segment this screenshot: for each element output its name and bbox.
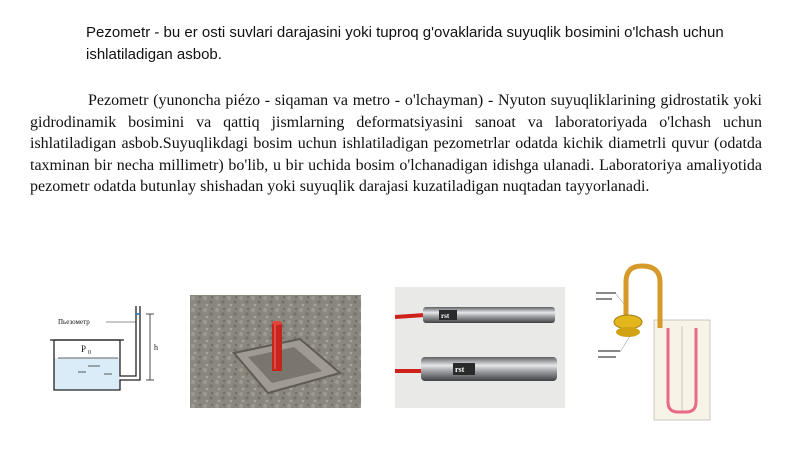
pressure-label: P — [81, 344, 87, 354]
height-label: h — [154, 343, 158, 352]
tube-label: Пьезометр — [58, 318, 90, 326]
sensor-brand-2: rst — [455, 365, 465, 374]
sensor-probe-2 — [421, 357, 557, 381]
red-standpipe — [272, 323, 282, 371]
sensor-brand-1: rst — [441, 312, 450, 320]
piezometer-diagram — [48, 300, 176, 400]
definition-paragraph: Pezometr - bu er osti suvlari darajasini yoki tuproq g'ovaklarida suyuqlik bosimini o'lchash uchun ishlatiladigan asbob. — [86, 24, 724, 63]
pressure-subscript: 0 — [88, 350, 91, 356]
pressure-sensors-photo — [395, 287, 565, 408]
u-tube-manometer — [590, 262, 730, 422]
field-piezometer-photo — [190, 295, 361, 408]
description-paragraph: Pezometr (yunoncha piézo - siqaman va metro - o'lchayman) - Nyuton suyuqliklarining gidrostatik yoki gidrodinamik bosimini va qattiq jismlarning deformatsiyasini sanoat va laboratoriyada o'lchash uchun ishlatiladigan asbob.Suyuqlikdagi bosim uchun ishlatiladigan pezometrlar odatda kichik diametrli quvur (odatda taxminan bir necha millimetr) bo'lib, u bir uchida bosim o'lchanadigan idishga ulanadi. Laboratoriya amaliyotida pezometr odatda butunlay shishadan yoki suyuqlik darajasi kuzatiladigan nuqtadan tayyorlanadi. — [30, 92, 762, 196]
yellow-clamp — [614, 315, 642, 329]
